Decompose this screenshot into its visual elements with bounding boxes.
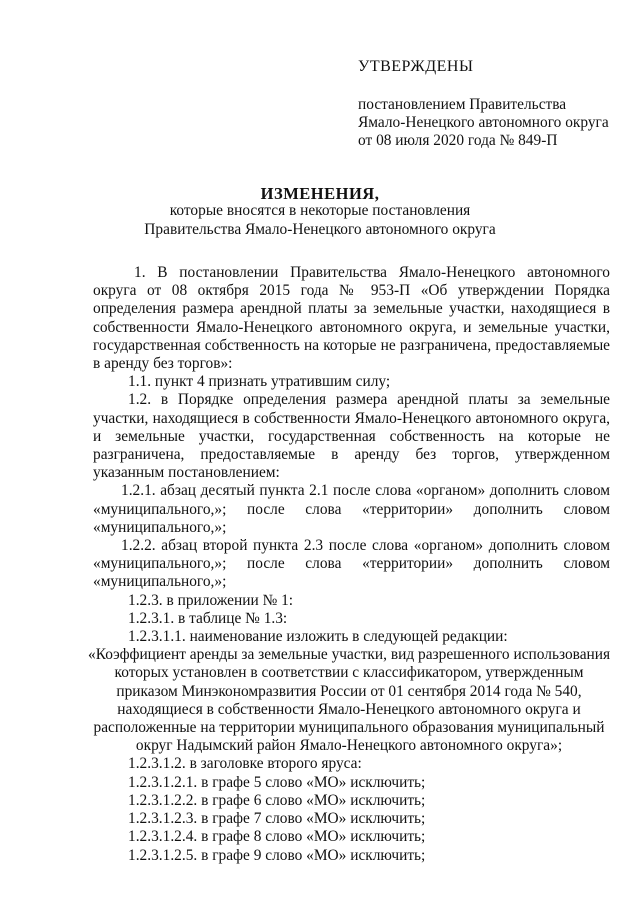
paragraph-1-2-1: 1.2.1. абзац десятый пункта 2.1 после слова «органом» дополнить словом «муниципального,»; после слова «территории» дополнить словом «муниципального,»; <box>93 482 610 536</box>
paragraph-1-2-3-1-2: 1.2.3.1.2. в заголовке второго яруса: <box>128 755 362 773</box>
paragraph-1-1: 1.1. пункт 4 признать утратившим силу; <box>128 373 391 391</box>
quote-line: округ Надымский район Ямало-Ненецкого автономного округа»; <box>135 737 563 755</box>
approved-stamp: УТВЕРЖДЕНЫ <box>358 58 474 75</box>
document-title: ИЗМЕНЕНИЯ, <box>260 184 380 203</box>
paragraph-1-2-3-1-1: 1.2.3.1.1. наименование изложить в следующей редакции: <box>128 628 508 646</box>
quote-line: «Коэффициент аренды за земельные участки, вид разрешенного использования <box>88 646 611 664</box>
decree-reference <box>358 96 609 150</box>
subtitle-line: Правительства Ямало-Ненецкого автономного округа <box>144 221 496 238</box>
quote-line: расположенные на территории муниципального образования муниципальный <box>93 719 605 737</box>
sub-item: 1.2.3.1.2.3. в графе 7 слово «МО» исключить; <box>128 810 426 828</box>
paragraph-1-2-3-1: 1.2.3.1. в таблице № 1.3: <box>128 609 288 627</box>
sub-item: 1.2.3.1.2.4. в графе 8 слово «МО» исключить; <box>128 828 426 846</box>
sub-item: 1.2.3.1.2.1. в графе 5 слово «МО» исключить; <box>128 773 426 791</box>
paragraph-1-2-3: 1.2.3. в приложении № 1: <box>128 591 294 609</box>
sub-item: 1.2.3.1.2.5. в графе 9 слово «МО» исключить; <box>128 846 426 864</box>
quoted-title <box>88 646 610 755</box>
sub-item: 1.2.3.1.2.2. в графе 6 слово «МО» исключить; <box>128 791 426 809</box>
decree-line: Ямало-Ненецкого автономного округа <box>358 114 609 131</box>
document-body <box>88 264 611 865</box>
quote-line: приказом Минэкономразвития России от 01 сентября 2014 года № 540, <box>116 682 582 700</box>
subtitle-line: которые вносятся в некоторые постановления <box>169 202 471 219</box>
paragraph-1-2-2: 1.2.2. абзац второй пункта 2.3 после слова «органом» дополнить словом «муниципального,»; после слова «территории» дополнить словом «муниципального,»; <box>93 537 610 591</box>
decree-line: постановлением Правительства <box>358 96 567 113</box>
paragraph-1-2: 1.2. в Порядке определения размера арендной платы за земельные участки, находящиеся в собственности Ямало-Ненецкого автономного округа, и земельные участки, государственная собственность на которые не разграничена, предоставляемые в аренду без торгов, утвержденном указанным постановлением: <box>93 391 610 482</box>
quote-line: находящиеся в собственности Ямало-Ненецкого автономного округа и <box>117 700 581 718</box>
quote-line: которых установлен в соответствии с классификатором, утвержденным <box>114 664 584 682</box>
decree-line: от 08 июля 2020 года № 849-П <box>358 132 558 149</box>
document-subtitle <box>0 201 640 239</box>
paragraph-1: 1. В постановлении Правительства Ямало-Ненецкого автономного округа от 08 октября 2015 года № 953-П «Об утверждении Порядка определения размера арендной платы за земельные участки, находящиеся в собственности Ямало-Ненецкого автономного округа, и земельные участки, государственная собственность на которые не разграничена, предоставляемые в аренду без торгов»: <box>93 264 610 373</box>
